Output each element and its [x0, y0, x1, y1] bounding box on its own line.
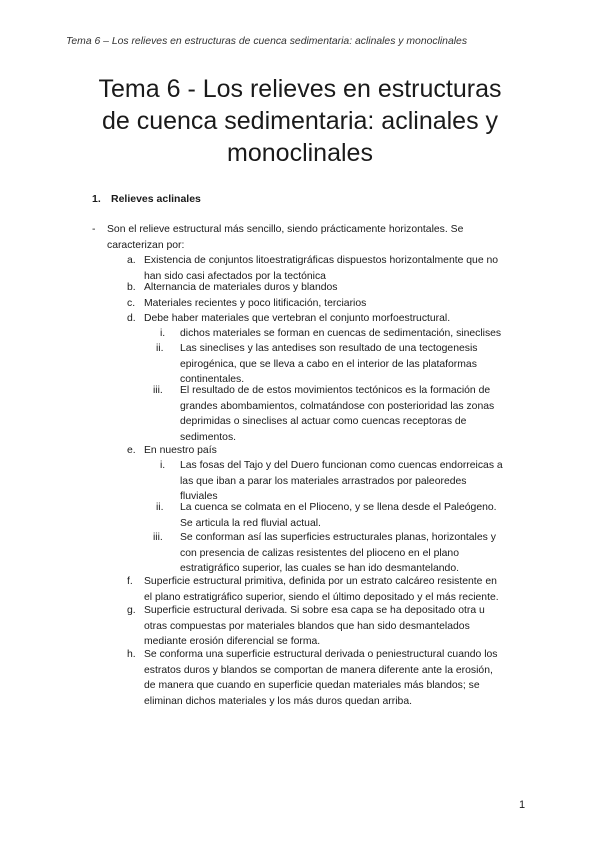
list-line: eliminan dichos materiales y los más duros quedan arriba. [144, 695, 412, 707]
list-marker: i. [160, 328, 166, 339]
title-line: monoclinales [227, 139, 373, 167]
list-line: fluviales [180, 491, 218, 503]
list-line: continentales. [180, 374, 245, 386]
list-line: Materiales recientes y poco litificación, terciarios [144, 298, 367, 309]
list-line: Se conforma una superficie estructural derivada o peniestructural cuando los [144, 649, 498, 660]
list-line: dichos materiales se forman en cuencas de sedimentación, sineclises [180, 328, 502, 339]
section-heading [92, 193, 201, 205]
list-line: de manera que cuando en superficie quedan materiales más blandos; se [144, 680, 480, 692]
list-line: Las sineclises y las antedises son resultado de una tectogenesis [180, 343, 478, 354]
list-marker: c. [127, 298, 136, 309]
list-line: otras compuestas por materiales blandos que han sido desmantelados [144, 620, 470, 632]
list-line: En nuestro país [144, 445, 217, 456]
list-line: Se conforman así las superficies estructurales planas, horizontales y [180, 532, 496, 543]
list-line: Se articula la red fluvial actual. [180, 517, 321, 529]
list-line: deprimidas o sineclises al actuar como cuencas receptoras de [180, 416, 467, 428]
list-line: Superficie estructural derivada. Si sobre esa capa se ha depositado otra u [144, 605, 485, 616]
title-line: Tema 6 - Los relieves en estructuras [98, 75, 502, 103]
list-marker: b. [127, 282, 136, 293]
list-line: estratigráfico superior, las cuales se han ido desmantelando. [180, 563, 459, 575]
list-line: Debe haber materiales que vertebran el conjunto morfoestructural. [144, 313, 451, 324]
list-line: El resultado de de estos movimientos tectónicos es la formación de [180, 385, 491, 396]
section-title: Relieves aclinales [111, 193, 201, 205]
page-number: 1 [519, 799, 526, 811]
list-line: Alternancia de materiales duros y blandos [144, 282, 338, 293]
list-marker: a. [127, 255, 136, 266]
list-marker: h. [127, 649, 136, 660]
list-line: Las fosas del Tajo y del Duero funcionan como cuencas endorreicas a [180, 460, 503, 471]
list-marker: iii. [153, 385, 163, 396]
list-line: Superficie estructural primitiva, definida por un estrato calcáreo resistente en [144, 576, 497, 587]
list-marker: g. [127, 605, 136, 616]
list-line: las que iban a parar los materiales arrastrados por paleoredes [180, 475, 467, 487]
list-line: Existencia de conjuntos litoestratigráficas dispuestos horizontalmente que no [144, 255, 499, 266]
list-line: estratos duros y blandos se comportan de manera diferente ante la erosión, [144, 664, 493, 676]
list-marker: e. [127, 445, 136, 456]
list-line: epirogénica, que se lleva a cabo en el interior de las plataformas [180, 358, 477, 370]
list-marker: f. [127, 576, 133, 587]
list-line: con presencia de calizas resistentes del plioceno en el plano [180, 547, 459, 559]
list-marker: - [92, 224, 96, 235]
list-marker: ii. [156, 502, 164, 513]
list-marker: i. [160, 460, 166, 471]
list-line: sedimentos. [180, 431, 237, 443]
list-line: grandes abombamientos, colmatándose con posterioridad las zonas [180, 400, 495, 412]
page-title [60, 73, 540, 169]
list-marker: d. [127, 313, 136, 324]
list-line: el plano estratigráfico superior, siendo el último depositado y el más reciente. [144, 591, 499, 603]
section-number: 1. [92, 193, 101, 205]
list-line: Son el relieve estructural más sencillo, siendo prácticamente horizontales. Se [107, 224, 464, 235]
title-line: de cuenca sedimentaria: aclinales y [101, 107, 499, 135]
running-header: Tema 6 – Los relieves en estructuras de cuenca sedimentaria: aclinales y monoclinales [66, 36, 468, 47]
list-line: han sido casi afectados por la tectónica [144, 270, 326, 282]
list-marker: iii. [153, 532, 163, 543]
list-line: caracterizan por: [107, 239, 185, 251]
list-marker: ii. [156, 343, 164, 354]
list-line: mediante erosión diferencial se forma. [144, 636, 321, 648]
list-line: La cuenca se colmata en el Plioceno, y se llena desde el Paleógeno. [180, 502, 497, 513]
